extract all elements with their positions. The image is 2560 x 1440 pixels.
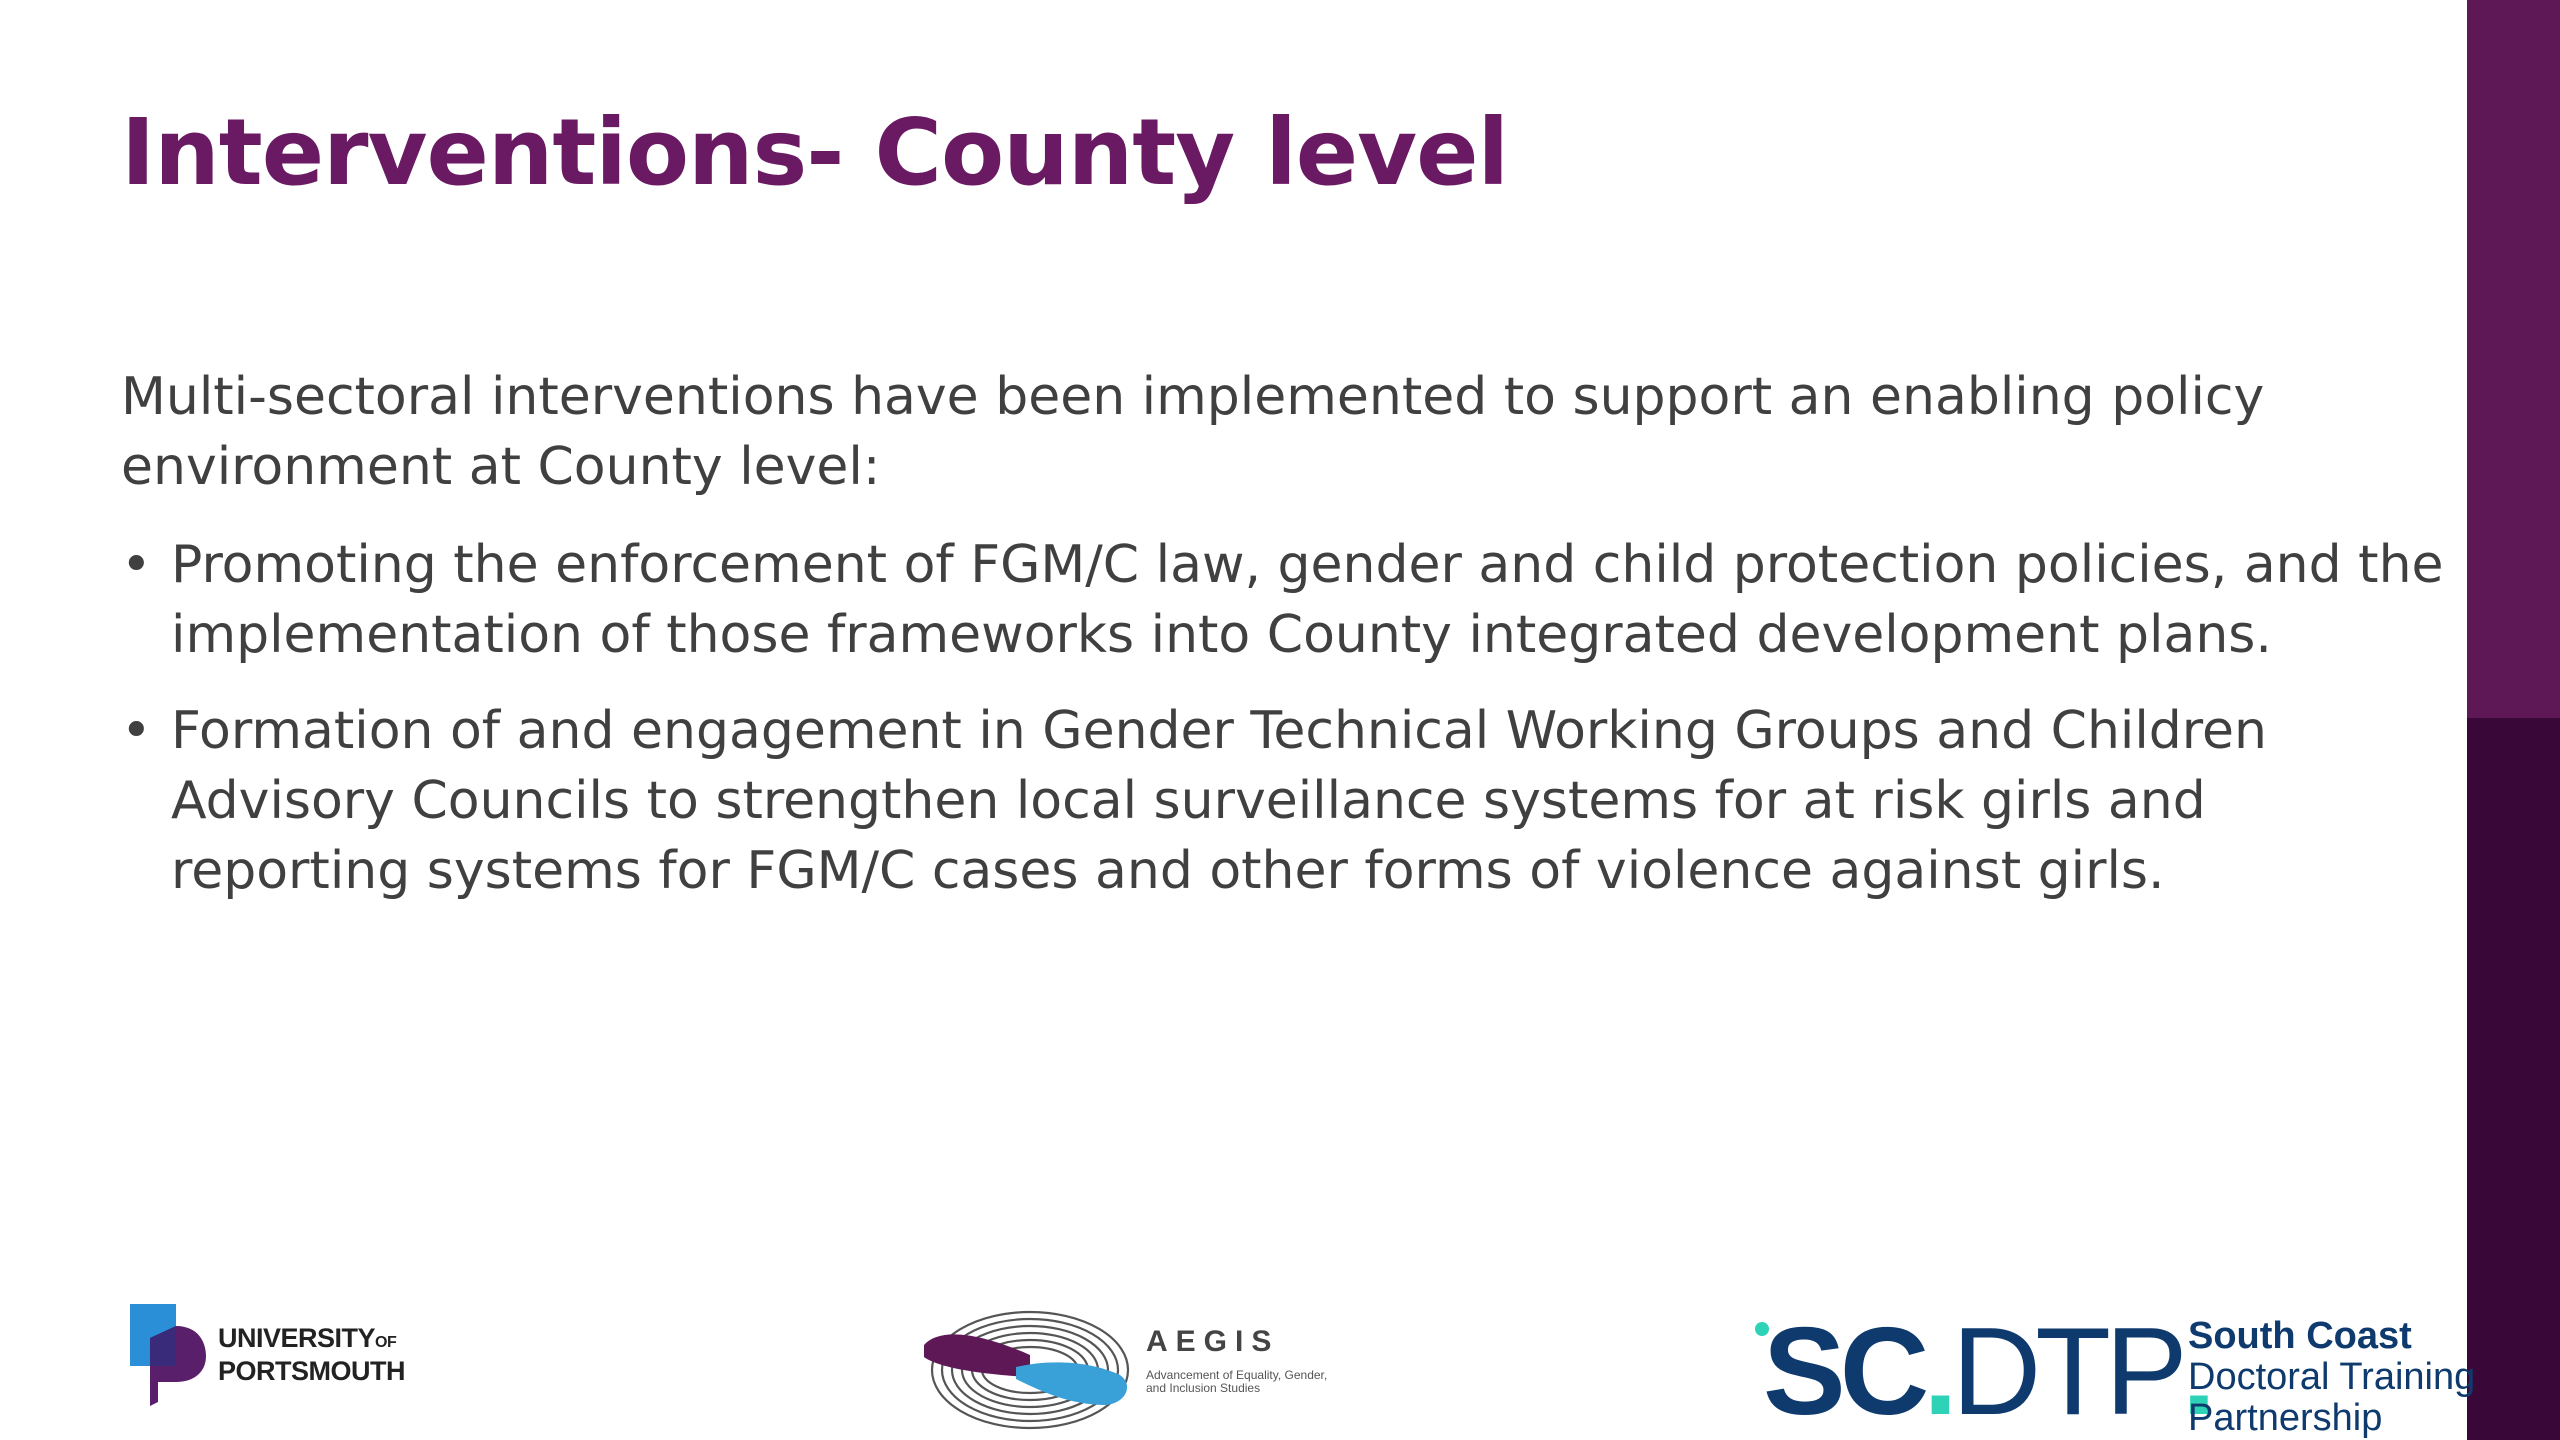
aegis-subtitle: Advancement of Equality, Gender, and Inclusion Studies [1146,1368,1328,1395]
bullet-text: Promoting the enforcement of FGM/C law, gender and child protection policies, and the implementation of those frameworks into County integrated development plans. [171,535,2444,665]
scdtp-dot: . [1923,1303,1952,1440]
scdtp-sc: SC [1763,1303,1924,1440]
scdtp-line3: Partnership [2188,1397,2383,1439]
intro-paragraph: Multi-sectoral interventions have been implemented to support an enabling policy environment at County level: [121,367,2265,497]
university-of-portsmouth-logo [128,1302,418,1412]
portsmouth-wordmark [218,1324,405,1386]
scdtp-dot-end: . [2181,1303,2211,1440]
scdtp-line1: South Coast [2188,1315,2412,1357]
scdtp-line2: Doctoral Training [2188,1356,2476,1398]
slide-body [121,362,2451,932]
portsmouth-shield-icon [128,1302,208,1407]
sidebar-accent-bottom [2467,718,2560,1440]
portsmouth-of: OF [375,1334,397,1351]
portsmouth-line2: PORTSMOUTH [218,1356,405,1386]
scdtp-wordmark [1763,1303,2211,1440]
bullet-dot-icon: • [121,535,152,595]
slide-title: Interventions- County level [121,99,1509,206]
scdtp-full-name [2188,1316,2475,1439]
portsmouth-line1: UNIVERSITY [218,1323,376,1353]
aegis-wordmark: AEGIS [1146,1325,1280,1358]
bullet-dot-icon: • [121,701,152,761]
sc-dtp-logo [1755,1303,2476,1440]
bullet-list [121,530,2451,906]
bullet-item [121,696,2451,906]
bullet-item [121,530,2451,670]
aegis-logo [920,1305,1340,1435]
bullet-text: Formation of and engagement in Gender Technical Working Groups and Children Advisory Councils to strengthen local surveillance systems for at risk girls and reporting systems for FGM/C cases and other forms of violence against girls. [171,701,2267,901]
sidebar-accent-top [2467,0,2560,718]
scdtp-dtp: DTP [1951,1303,2182,1440]
aegis-rings-icon [920,1305,1140,1435]
